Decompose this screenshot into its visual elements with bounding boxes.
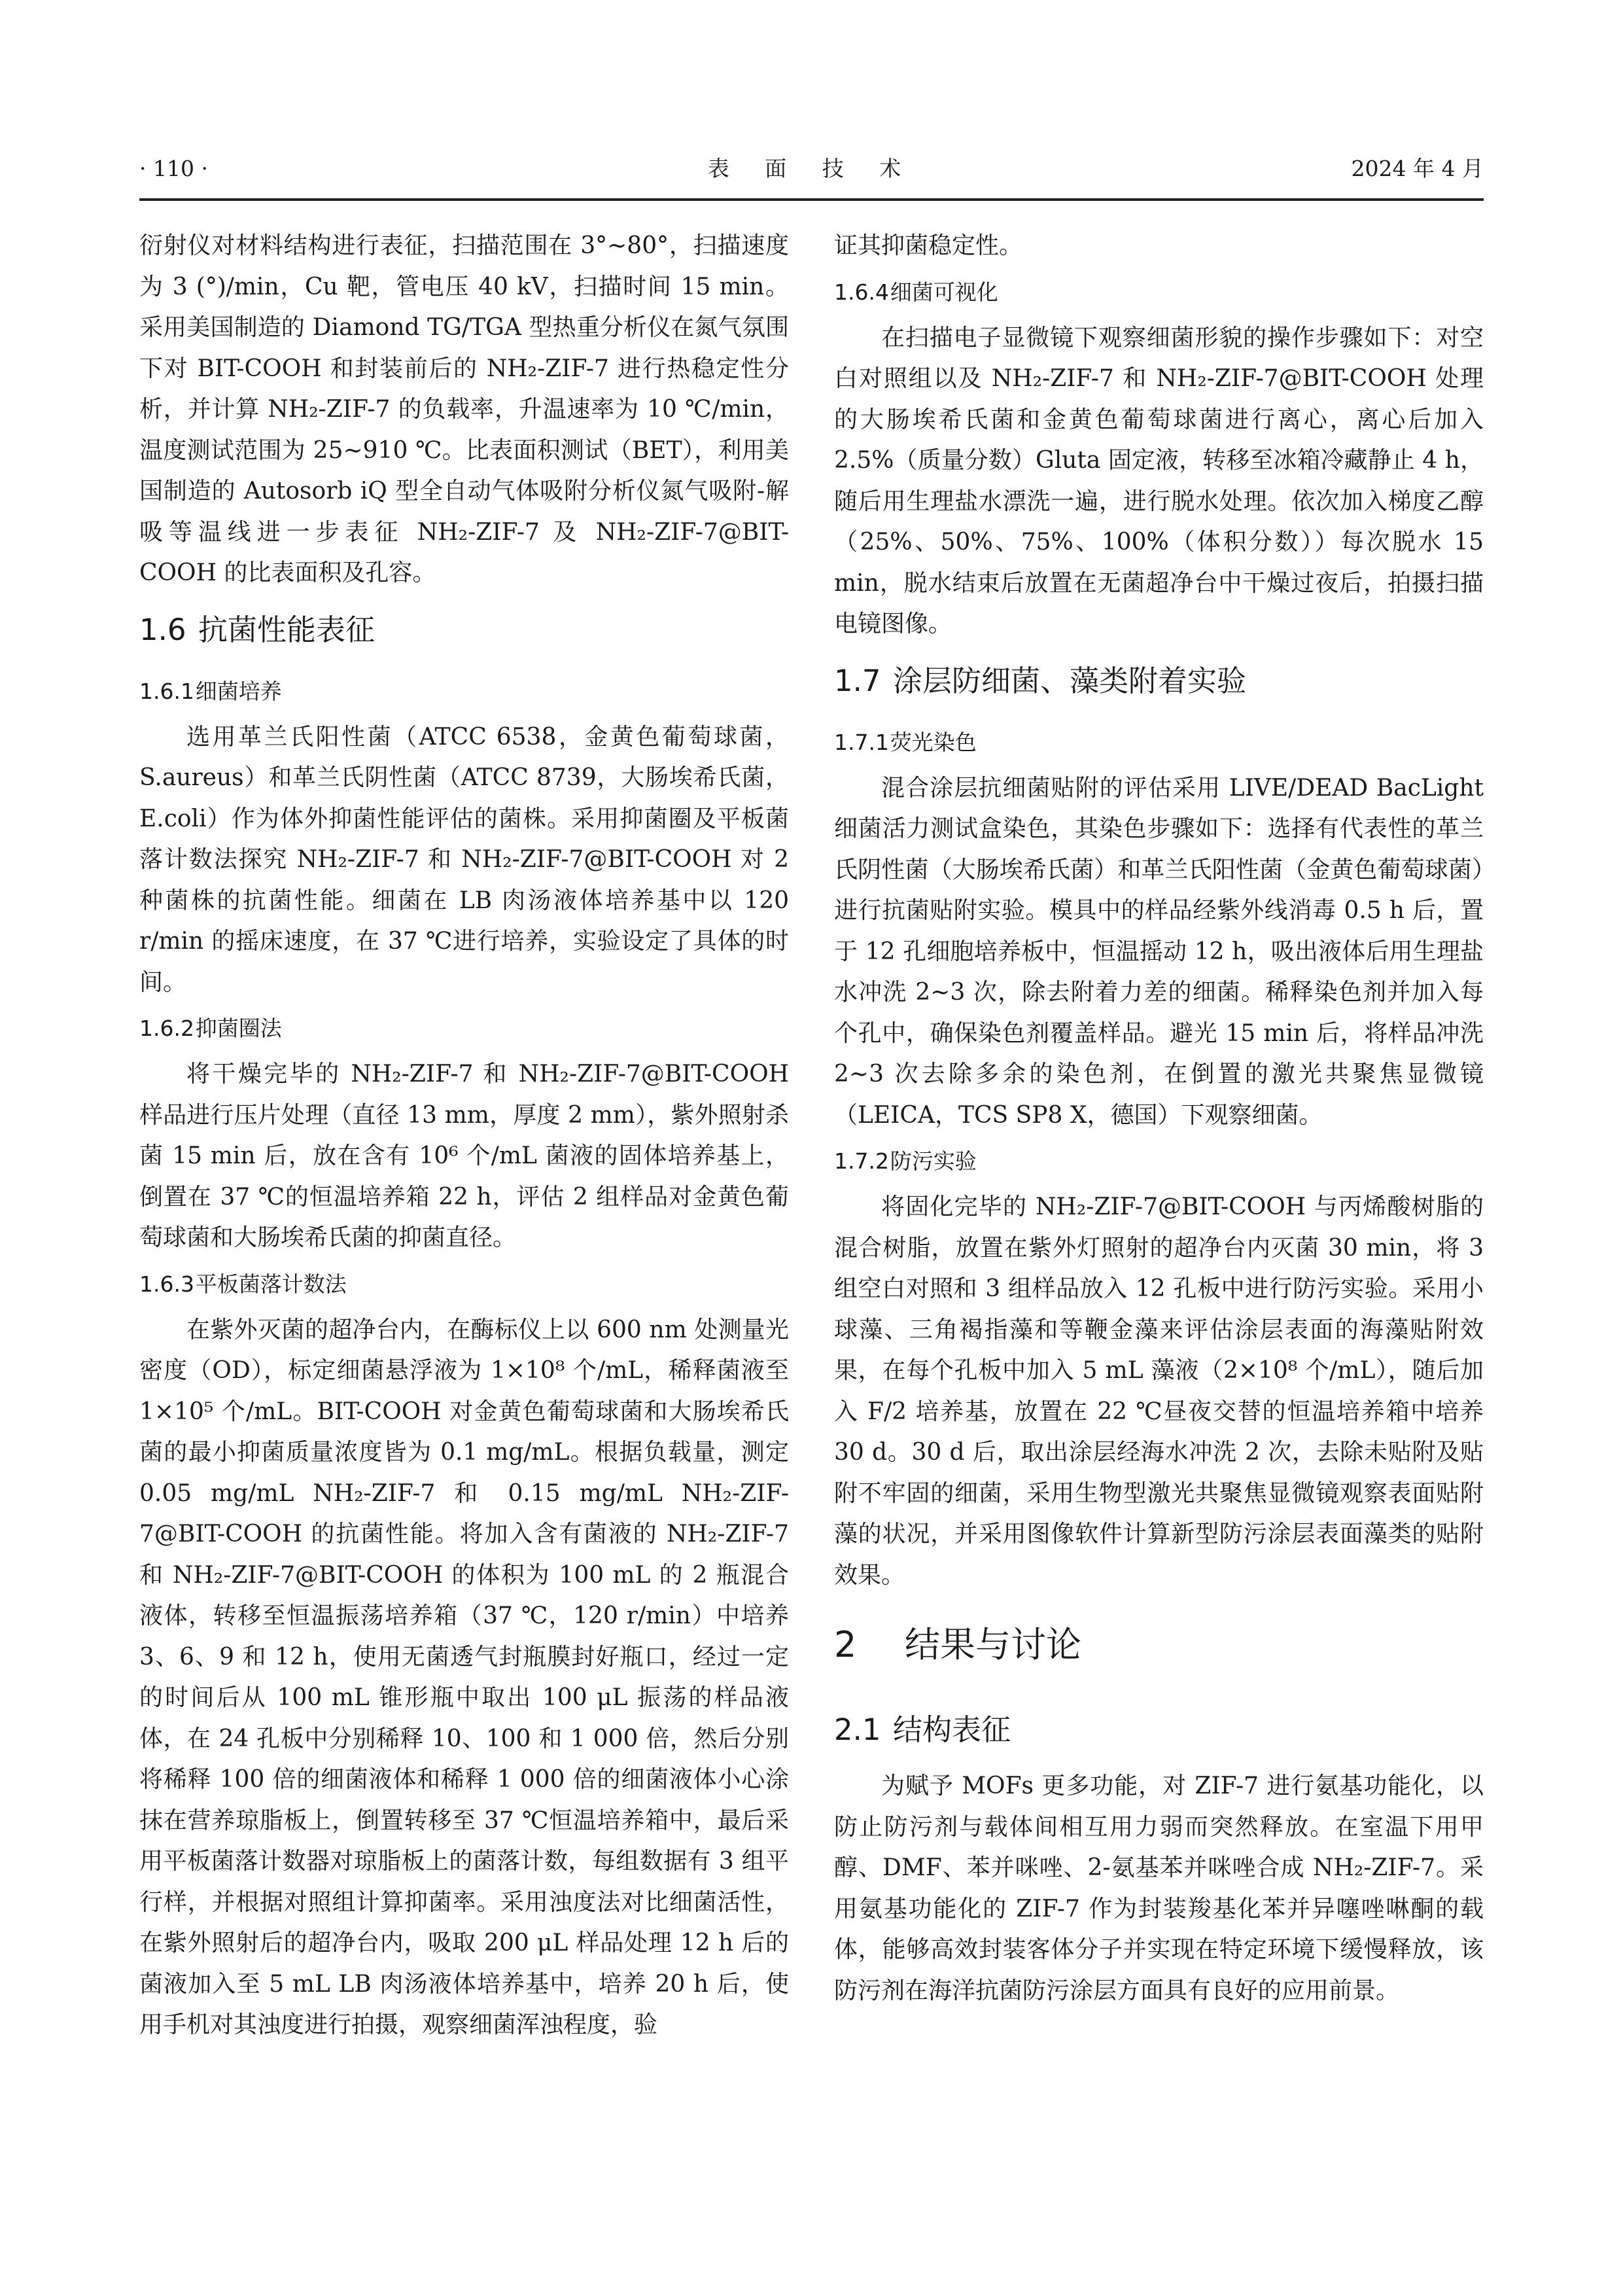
- paragraph-continued: 证其抑菌稳定性。: [834, 232, 1023, 259]
- paragraph-structure-characterization: 为赋予 MOFs 更多功能，对 ZIF-7 进行氨基功能化，以防止防污剂与载体间相互用力弱而突然释放。在室温下用甲醇、DMF、苯并咪唑、2-氨基苯并咪唑合成 NH₂-ZIF-7。采用氨基功能化的 ZIF-7 作为封装羧基化苯并异噻唑啉酮的载体，能够高效封装客体分子并实现在特定环境下缓慢释放，该防污剂在海洋抗菌防污涂层方面具有良好的应用前景。: [834, 1773, 1484, 2004]
- subsection-heading-1-6-2: [139, 1003, 789, 1054]
- section-title: 结果与讨论: [905, 1624, 1081, 1665]
- section-number: 1.6: [139, 612, 186, 647]
- section-title: 涂层防细菌、藻类附着实验: [893, 663, 1247, 698]
- journal-title: 表 面 技 术: [707, 156, 916, 181]
- header-rule: [139, 198, 1484, 201]
- subsection-number: 1.7.2: [834, 1148, 889, 1174]
- subsection-title: 平板菌落计数法: [195, 1271, 347, 1297]
- subsection-heading-1-6-1: [139, 666, 789, 717]
- subsection-heading-1-7-2: [834, 1136, 1484, 1187]
- section-heading-1-6: [139, 594, 789, 666]
- subsection-number: 1.6.4: [834, 279, 889, 305]
- subsection-heading-1-7-1: [834, 717, 1484, 768]
- paragraph-fluorescent-staining: 混合涂层抗细菌贴附的评估采用 LIVE/DEAD BacLight 细菌活力测试盒染色，其染色步骤如下：选择有代表性的革兰氏阴性菌（大肠埃希氏菌）和革兰氏阳性菌（金黄色葡萄球菌）进行抗菌贴附实验。模具中的样品经紫外线消毒 0.5 h 后，置于 12 孔细胞培养板中，恒温摇动 12 h，吸出液体后用生理盐水冲洗 2~3 次，除去附着力差的细菌。稀释染色剂并加入每个孔中，确保染色剂覆盖样品。避光 15 min 后，将样品冲洗 2~3 次去除多余的染色剂，在倒置的激光共聚焦显微镜（LEICA，TCS SP8 X，德国）下观察细菌。: [834, 774, 1484, 1129]
- subsection-title: 细菌可视化: [890, 279, 998, 305]
- paragraph-bacteria-culture: 选用革兰氏阳性菌（ATCC 6538，金黄色葡萄球菌，S.aureus）和革兰氏阴性菌（ATCC 8739，大肠埃希氏菌，E.coli）作为体外抑菌性能评估的菌株。采用抑菌圈及平板菌落计数法探究 NH₂-ZIF-7 和 NH₂-ZIF-7@BIT-COOH 对 2 种菌株的抗菌性能。细菌在 LB 肉汤液体培养基中以 120 r/min 的摇床速度，在 37 ℃进行培养，实验设定了具体的时间。: [139, 723, 789, 996]
- right-column: [834, 226, 1484, 2241]
- paragraph-inhibition-zone: 将干燥完毕的 NH₂-ZIF-7 和 NH₂-ZIF-7@BIT-COOH 样品进行压片处理（直径 13 mm，厚度 2 mm），紫外照射杀菌 15 min 后，放在含有 10⁶ 个/mL 菌液的固体培养基上，倒置在 37 ℃的恒温培养箱 22 h，评估 2 组样品对金黄色葡萄球菌和大肠埃希氏菌的抑菌直径。: [139, 1061, 789, 1251]
- paragraph-antifouling-test: 将固化完毕的 NH₂-ZIF-7@BIT-COOH 与丙烯酸树脂的混合树脂，放置在紫外灯照射的超净台内灭菌 30 min，将 3 组空白对照和 3 组样品放入 12 孔板中进行防污实验。采用小球藻、三角褐指藻和等鞭金藻来评估涂层表面的海藻贴附效果，在每个孔板中加入 5 mL 藻液（2×10⁸ 个/mL），随后加入 F/2 培养基，放置在 22 ℃昼夜交替的恒温培养箱中培养 30 d。30 d 后，取出涂层经海水冲洗 2 次，去除未贴附及贴附不牢固的细菌，采用生物型激光共聚焦显微镜观察表面贴附藻的状况，并采用图像软件计算新型防污涂层表面藻类的贴附效果。: [834, 1193, 1484, 1589]
- subsection-title: 荧光染色: [890, 729, 977, 755]
- subsection-title: 抑菌圈法: [195, 1016, 282, 1041]
- section-heading-2: [834, 1596, 1484, 1694]
- section-number: 1.7: [834, 663, 881, 698]
- section-title: 抗菌性能表征: [198, 612, 375, 647]
- running-header: [139, 149, 1484, 188]
- section-title: 结构表征: [893, 1712, 1011, 1747]
- section-heading-1-7: [834, 645, 1484, 717]
- subsection-number: 1.6.3: [139, 1271, 194, 1297]
- subsection-title: 细菌培养: [195, 678, 282, 704]
- subsection-title: 防污实验: [890, 1148, 977, 1174]
- page-number: · 110 ·: [139, 156, 208, 181]
- paragraph-bacteria-visualization: 在扫描电子显微镜下观察细菌形貌的操作步骤如下：对空白对照组以及 NH₂-ZIF-7 和 NH₂-ZIF-7@BIT-COOH 处理的大肠埃希氏菌和金黄色葡萄球菌进行离心，离心后加入 2.5%（质量分数）Gluta 固定液，转移至冰箱冷藏静止 4 h，随后用生理盐水漂洗一遍，进行脱水处理。依次加入梯度乙醇（25%、50%、75%、100%（体积分数））每次脱水 15 min，脱水结束后放置在无菌超净台中干燥过夜后，拍摄扫描电镜图像。: [834, 324, 1484, 637]
- issue-date: 2024 年 4 月: [1351, 156, 1484, 181]
- section-heading-2-1: [834, 1694, 1484, 1766]
- paragraph-plate-count: 在紫外灭菌的超净台内，在酶标仪上以 600 nm 处测量光密度（OD），标定细菌悬浮液为 1×10⁸ 个/mL，稀释菌液至 1×10⁵ 个/mL。BIT-COOH 对金黄色葡萄球菌和大肠埃希氏菌的最小抑菌质量浓度皆为 0.1 mg/mL。根据负载量，测定 0.05 mg/mL NH₂-ZIF-7 和 0.15 mg/mL NH₂-ZIF-7@BIT-COOH 的抗菌性能。将加入含有菌液的 NH₂-ZIF-7 和 NH₂-ZIF-7@BIT-COOH 的体积为 100 mL 的 2 瓶混合液体，转移至恒温振荡培养箱（37 ℃，120 r/min）中培养 3、6、9 和 12 h，使用无菌透气封瓶膜封好瓶口，经过一定的时间后从 100 mL 锥形瓶中取出 100 μL 振荡的样品液体，在 24 孔板中分别稀释 10、100 和 1 000 倍，然后分别将稀释 100 倍的细菌液体和稀释 1 000 倍的细菌液体小心涂抹在营养琼脂板上，倒置转移至 37 ℃恒温培养箱中，最后采用平板菌落计数器对琼脂板上的菌落计数，每组数据有 3 组平行样，并根据对照组计算抑菌率。采用浊度法对比细菌活性，在紫外照射后的超净台内，吸取 200 μL 样品处理 12 h 后的菌液加入至 5 mL LB 肉汤液体培养基中，培养 20 h 后，使用手机对其浊度进行拍摄，观察细菌浑浊程度，验: [139, 1316, 789, 2038]
- paragraph-characterization: 衍射仪对材料结构进行表征，扫描范围在 3°~80°，扫描速度为 3 (°)/min，Cu 靶，管电压 40 kV，扫描时间 15 min。采用美国制造的 Diamond TG/TGA 型热重分析仪在氮气氛围下对 BIT-COOH 和封装前后的 NH₂-ZIF-7 进行热稳定性分析，并计算 NH₂-ZIF-7 的负载率，升温速率为 10 ℃/min，温度测试范围为 25~910 ℃。比表面积测试（BET），利用美国制造的 Autosorb iQ 型全自动气体吸附分析仪氮气吸附-解吸等温线进一步表征 NH₂-ZIF-7 及 NH₂-ZIF-7@BIT-COOH 的比表面积及孔容。: [139, 232, 789, 586]
- subsection-number: 1.7.1: [834, 729, 889, 755]
- section-number: 2: [834, 1624, 857, 1665]
- subsection-number: 1.6.2: [139, 1016, 194, 1041]
- section-number: 2.1: [834, 1712, 881, 1747]
- subsection-heading-1-6-3: [139, 1259, 789, 1310]
- subsection-number: 1.6.1: [139, 678, 194, 704]
- left-column: [139, 226, 789, 2241]
- subsection-heading-1-6-4: [834, 267, 1484, 318]
